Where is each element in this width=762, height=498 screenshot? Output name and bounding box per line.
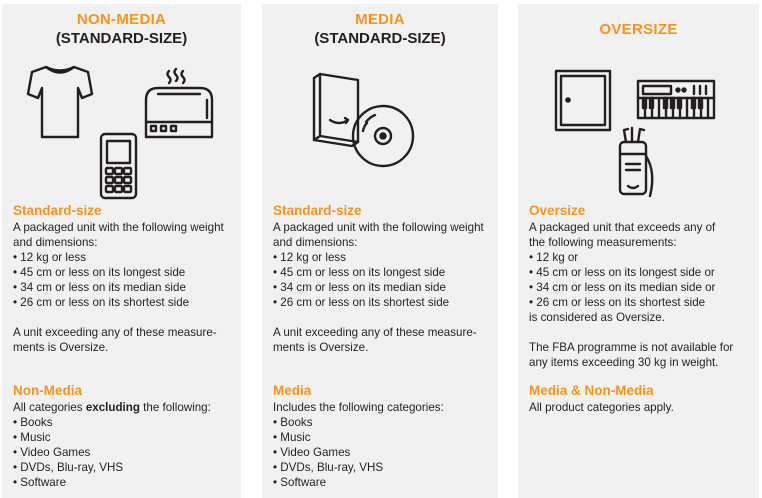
intro-line: the following measurements: xyxy=(529,236,677,249)
list-item: • 45 cm or less on its longest side or xyxy=(529,266,715,279)
list-item: • Video Games xyxy=(273,446,351,459)
media-illustration xyxy=(262,60,498,200)
tshirt-icon xyxy=(28,67,92,137)
list-item: • 34 cm or less on its median side xyxy=(13,281,186,294)
list-item: • Software xyxy=(273,476,327,489)
oversize-column xyxy=(518,4,759,498)
note-line: The FBA programme is not available for xyxy=(529,341,734,354)
list-item: • Music xyxy=(273,431,311,444)
non-media-illustration xyxy=(2,60,241,200)
mobile-phone-icon xyxy=(101,134,136,198)
column-title: OVERSIZE xyxy=(599,21,678,38)
intro-line: A packaged unit with the following weight xyxy=(273,221,484,234)
category-section xyxy=(13,382,235,490)
section-heading: Media & Non-Media xyxy=(529,383,654,398)
list-item: • Video Games xyxy=(13,446,91,459)
list-item: • 12 kg or less xyxy=(273,251,347,264)
intro-line xyxy=(13,400,235,415)
intro-text: All categories xyxy=(13,401,86,414)
intro-line: and dimensions: xyxy=(273,236,358,249)
oversize-illustration xyxy=(518,60,759,200)
non-media-column xyxy=(2,4,241,498)
section-heading: Media xyxy=(273,383,312,398)
column-subtitle: (STANDARD-SIZE) xyxy=(55,30,188,47)
column-title: MEDIA xyxy=(355,11,405,28)
media-column xyxy=(262,4,498,498)
list-item: • 34 cm or less on its median side xyxy=(273,281,446,294)
list-item: • Books xyxy=(273,416,313,429)
note-line: ments is Oversize. xyxy=(273,341,369,354)
column-header xyxy=(262,10,498,48)
column-header xyxy=(518,20,759,39)
column-title: NON-MEDIA xyxy=(76,11,167,28)
list-item: • Software xyxy=(13,476,67,489)
column-header xyxy=(2,10,241,48)
list-item: • 12 kg or less xyxy=(13,251,87,264)
list-item: • DVDs, Blu-ray, VHS xyxy=(13,461,124,474)
note-line: A unit exceeding any of these measure- xyxy=(13,326,217,339)
section-heading: Non-Media xyxy=(13,383,82,398)
list-item: • 26 cm or less on its shortest side xyxy=(529,296,706,309)
oversize-section xyxy=(529,202,753,370)
intro-line: and dimensions: xyxy=(13,236,98,249)
book-icon xyxy=(314,74,358,146)
standard-size-section xyxy=(273,202,492,355)
category-section xyxy=(529,382,753,415)
list-item: • DVDs, Blu-ray, VHS xyxy=(273,461,384,474)
disc-icon xyxy=(353,106,413,166)
note-line: A unit exceeding any of these measure- xyxy=(273,326,477,339)
section-heading: Standard-size xyxy=(273,203,362,218)
list-item: • 34 cm or less on its median side or xyxy=(529,281,716,294)
intro-emphasis: excluding xyxy=(85,401,140,414)
intro-line: A packaged unit that exceeds any of xyxy=(529,221,716,234)
standard-size-section xyxy=(13,202,235,355)
list-item: • 26 cm or less on its shortest side xyxy=(273,296,450,309)
keyboard-icon xyxy=(638,81,714,118)
category-section xyxy=(273,382,492,490)
toaster-icon xyxy=(146,69,212,137)
list-item: • 12 kg or xyxy=(529,251,579,264)
intro-text: the following: xyxy=(139,401,211,414)
list-item: • 26 cm or less on its shortest side xyxy=(13,296,190,309)
note-line: ments is Oversize. xyxy=(13,341,109,354)
list-item: • 45 cm or less on its longest side xyxy=(13,266,186,279)
intro-line: All product categories apply. xyxy=(529,401,674,414)
intro-line: Includes the following categories: xyxy=(273,401,444,414)
list-item: • Music xyxy=(13,431,51,444)
note-line: any items exceeding 30 kg in weight. xyxy=(529,356,719,369)
cabinet-icon xyxy=(556,71,610,130)
conclusion-line: is considered as Oversize. xyxy=(529,311,665,324)
intro-line: A packaged unit with the following weight xyxy=(13,221,224,234)
list-item: • Books xyxy=(13,416,53,429)
column-subtitle: (STANDARD-SIZE) xyxy=(314,30,446,47)
section-heading: Oversize xyxy=(529,203,586,218)
list-item: • 45 cm or less on its longest side xyxy=(273,266,446,279)
golf-bag-icon xyxy=(620,128,652,196)
section-heading: Standard-size xyxy=(13,203,102,218)
